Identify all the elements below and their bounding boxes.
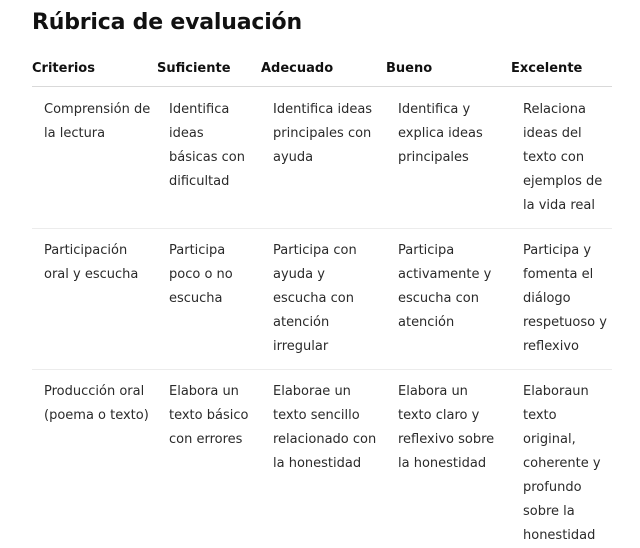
level-cell-bueno: Participa activamente y escucha con atención [398, 243, 492, 330]
level-cell-excelente: Relaciona ideas del texto con ejemplos de la vida real [523, 102, 603, 213]
rubric-table [32, 56, 612, 543]
criterion-cell: Producción oral (poema o texto) [44, 384, 149, 423]
level-cell-suficiente: Participa poco o no escucha [169, 243, 233, 306]
table-row-comprension [32, 87, 612, 229]
criterion-cell: Comprensión de la lectura [44, 102, 151, 141]
level-cell-excelente: Elaboraun texto original, coherente y profundo sobre la honestidad [523, 384, 601, 543]
header-bueno: Bueno [386, 61, 433, 76]
level-cell-adecuado: Participa con ayuda y escucha con atención irregular [273, 243, 357, 354]
level-cell-adecuado: Identifica ideas principales con ayuda [273, 102, 373, 165]
level-cell-adecuado: Elaborae un texto sencillo relacionado con la honestidad [273, 384, 377, 471]
level-cell-suficiente: Identifica ideas básicas con dificultad [169, 102, 245, 189]
level-cell-bueno: Identifica y explica ideas principales [398, 102, 483, 165]
level-cell-excelente: Participa y fomenta el diálogo respetuoso y reflexivo [523, 243, 607, 354]
criterion-cell: Participación oral y escucha [44, 243, 139, 282]
level-cell-suficiente: Elabora un texto básico con errores [169, 384, 249, 447]
table-row-participacion [32, 229, 612, 370]
page-title: Rúbrica de evaluación [32, 10, 302, 35]
level-cell-bueno: Elabora un texto claro y reflexivo sobre la honestidad [398, 384, 495, 471]
header-suficiente: Suficiente [157, 61, 231, 76]
table-header-row [32, 56, 612, 87]
header-adecuado: Adecuado [261, 61, 334, 76]
table-row-produccion [32, 370, 612, 543]
header-criterios: Criterios [32, 61, 95, 76]
header-excelente: Excelente [511, 61, 583, 76]
